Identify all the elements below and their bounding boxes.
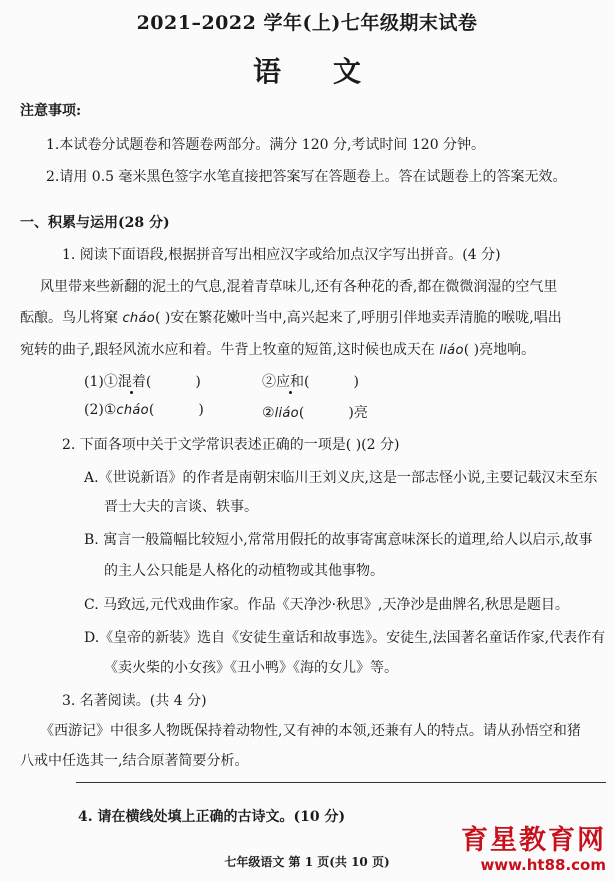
q2-option-b-line2: 的主人公只能是人格化的动植物或其他事物。 bbox=[104, 563, 384, 579]
answer-line bbox=[76, 782, 606, 783]
q1-row2b-pinyin: liáo bbox=[274, 406, 299, 421]
q2-option-a-line1: A.《世说新语》的作者是南朝宋临川王刘义庆,这是一部志怪小说,主要记载汉末至东 bbox=[84, 470, 598, 486]
q2-option-d-line1: D.《皇帝的新装》选自《安徒生童话和故事选》。安徒生,法国著名童话作家,代表作有 bbox=[84, 630, 606, 646]
q1-passage-line2b: ( )安在繁花嫩叶当中,高兴起来了,呼朋引伴地卖弄清脆的喉咙,唱出 bbox=[154, 310, 562, 326]
q2-option-c: C. 马致远,元代戏曲作家。作品《天净沙·秋思》,天净沙是曲牌名,秋思是题目。 bbox=[84, 597, 569, 613]
q1-row1b-word: 应和 bbox=[276, 374, 304, 390]
q1-row2-pinyin: cháo bbox=[116, 403, 149, 418]
q2-option-b-line1: B. 寓言一般篇幅比较短小,常常用假托的故事寄寓意味深长的道理,给人以启示,故事 bbox=[84, 532, 593, 548]
q1-row1b-label: ② bbox=[262, 374, 276, 390]
q1-row1-label: (1)① bbox=[84, 374, 118, 390]
q1-passage-line3a: 宛转的曲子,跟轻风流水应和着。牛背上牧童的短笛,这时候也成天在 bbox=[20, 342, 440, 358]
q1-answer-row2b: ②liáo( )亮 bbox=[262, 405, 368, 421]
q1-answer-row1: (1)①混着( ) bbox=[84, 374, 201, 390]
q1-passage-line3 bbox=[20, 339, 535, 359]
q2-option-a-line2: 晋士大夫的言谈、轶事。 bbox=[104, 499, 258, 515]
q1-answer-row2: (2)①cháo( ) bbox=[84, 402, 204, 418]
q3-stem: 3. 名著阅读。(共 4 分) bbox=[62, 693, 207, 709]
q3-line2: 八戒中任选其一,结合原著简要分析。 bbox=[20, 753, 249, 769]
subject-title: 语文 bbox=[252, 55, 413, 88]
note-item-2: 2.请用 0.5 毫米黑色签字水笔直接把答案写在答题卷上。答在试题卷上的答案无效。 bbox=[46, 169, 567, 185]
pinyin-liao: liáo bbox=[439, 343, 464, 358]
q2-stem: 2. 下面各项中关于文学常识表述正确的一项是( )(2 分) bbox=[62, 437, 400, 453]
exam-title: 2021–2022 学年(上)七年级期末试卷 bbox=[136, 12, 478, 34]
page-footer: 七年级语文 第 1 页(共 10 页) bbox=[224, 855, 390, 869]
notes-heading: 注意事项: bbox=[20, 103, 82, 119]
q1-row2-label: (2)① bbox=[84, 402, 117, 418]
section1-heading: 一、积累与运用(28 分) bbox=[20, 215, 170, 231]
q1-passage-line1: 风里带来些新翻的泥土的气息,混着青草味儿,还有各种花的香,都在微微润湿的空气里 bbox=[40, 279, 558, 295]
q1-answer-row1b: ②应和( ) bbox=[262, 374, 359, 390]
watermark-name: 育星教育网 bbox=[461, 825, 606, 856]
q1-row1-word: 混着 bbox=[117, 374, 146, 390]
watermark-logo bbox=[416, 826, 606, 874]
q1-row2b-label: ② bbox=[262, 405, 275, 421]
q4-stem: 4. 请在横线处填上正确的古诗文。(10 分) bbox=[78, 809, 346, 825]
q1-passage-line2 bbox=[20, 307, 562, 327]
q1-passage-line2a: 酝酿。鸟儿将窠 bbox=[20, 310, 123, 326]
note-item-1: 1.本试卷分试题卷和答题卷两部分。满分 120 分,考试时间 120 分钟。 bbox=[46, 137, 486, 153]
q3-line1: 《西游记》中很多人物既保持着动物性,又有神的本领,还兼有人的特点。请从孙悟空和猪 bbox=[40, 723, 581, 739]
pinyin-chao: cháo bbox=[122, 311, 155, 326]
watermark-url: www.ht88.com bbox=[480, 856, 606, 874]
q1-stem: 1. 阅读下面语段,根据拼音写出相应汉字或给加点汉字写出拼音。(4 分) bbox=[62, 247, 501, 263]
q2-option-d-line2: 《卖火柴的小女孩》《丑小鸭》《海的女儿》等。 bbox=[104, 660, 398, 676]
q1-row2b-suffix: 亮 bbox=[353, 405, 368, 421]
q1-passage-line3b: ( )亮地响。 bbox=[463, 342, 536, 358]
